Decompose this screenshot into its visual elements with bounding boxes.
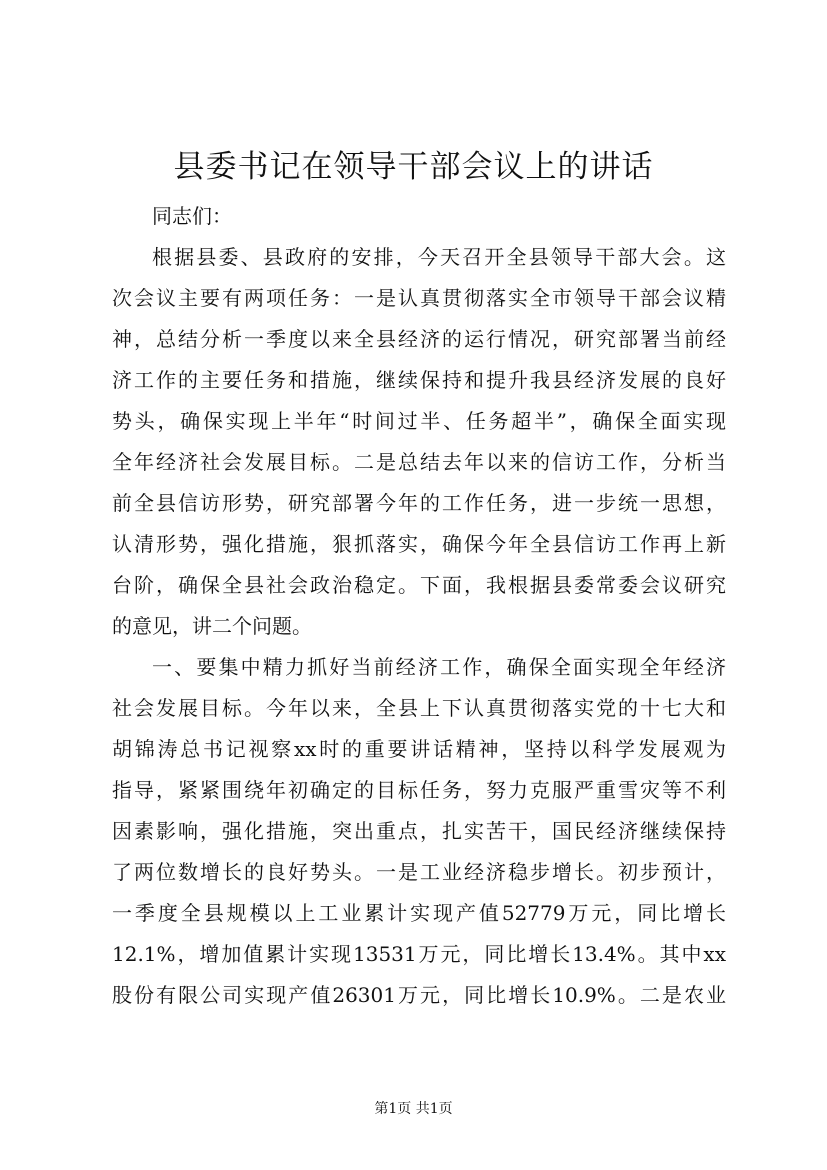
text-line: 了两位数增长的良好势头。一是工业经济稳步增长。初步预计， xyxy=(112,860,726,884)
text-line: 台阶，确保全县社会政治稳定。下面，我根据县委常委会议研究 xyxy=(112,573,726,597)
text-line: 前全县信访形势，研究部署今年的工作任务，进一步统一思想， xyxy=(112,491,726,515)
text-line: 同志们： xyxy=(152,204,232,228)
text-line: 胡锦涛总书记视察xx时的重要讲话精神，坚持以科学发展观为 xyxy=(112,737,726,761)
text-line: 股份有限公司实现产值26301万元，同比增长10.9%。二是农业 xyxy=(112,983,726,1007)
text-line: 势头，确保实现上半年“时间过半、任务超半”，确保全面实现 xyxy=(112,409,726,433)
text-line: 社会发展目标。今年以来，全县上下认真贯彻落实党的十七大和 xyxy=(112,696,726,720)
text-line: 济工作的主要任务和措施，继续保持和提升我县经济发展的良好 xyxy=(112,368,726,392)
text-line: 一、要集中精力抓好当前经济工作，确保全面实现全年经济 xyxy=(152,655,726,679)
text-line: 的意见，讲二个问题。 xyxy=(112,614,312,638)
document-body xyxy=(112,196,726,1016)
text-line: 一季度全县规模以上工业累计实现产值52779万元，同比增长 xyxy=(112,901,726,925)
text-line: 次会议主要有两项任务：一是认真贯彻落实全市领导干部会议精 xyxy=(112,286,726,310)
text-line: 认清形势，强化措施，狠抓落实，确保今年全县信访工作再上新 xyxy=(112,532,726,556)
text-line: 指导，紧紧围绕年初确定的目标任务，努力克服严重雪灾等不利 xyxy=(112,778,726,802)
text-line: 12.1%，增加值累计实现13531万元，同比增长13.4%。其中xx xyxy=(112,942,726,966)
text-line: 因素影响，强化措施，突出重点，扎实苦干，国民经济继续保持 xyxy=(112,819,726,843)
document-title: 县委书记在领导干部会议上的讲话 xyxy=(173,149,654,185)
text-line: 根据县委、县政府的安排，今天召开全县领导干部大会。这 xyxy=(152,245,726,269)
text-line: 全年经济社会发展目标。二是总结去年以来的信访工作，分析当 xyxy=(112,450,726,474)
text-line: 神，总结分析一季度以来全县经济的运行情况，研究部署当前经 xyxy=(112,327,726,351)
page-footer: 第1页 共1页 xyxy=(374,1101,453,1117)
